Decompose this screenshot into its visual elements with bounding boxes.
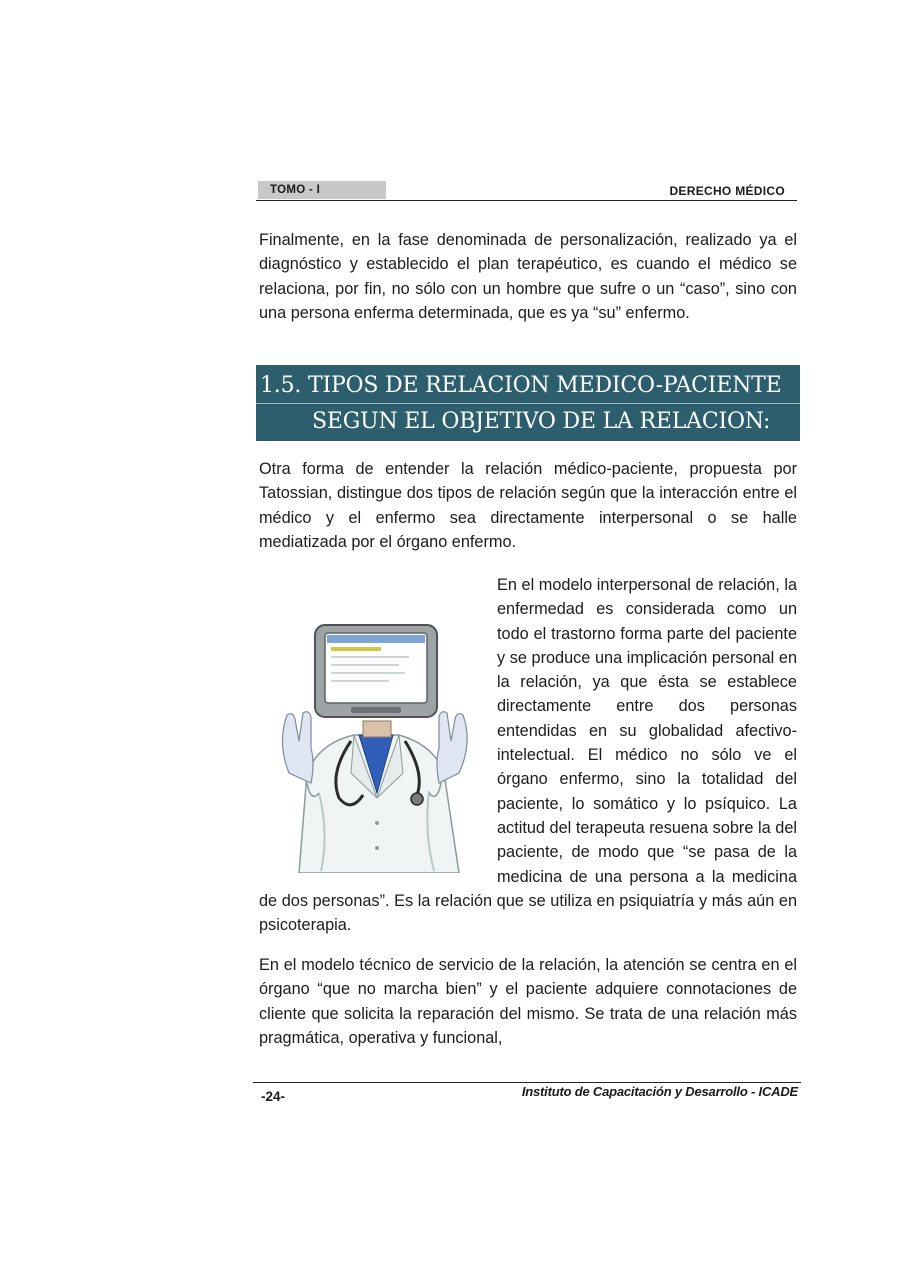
page-number: -24- <box>261 1089 286 1104</box>
page-header <box>256 181 797 201</box>
doctor-monitor-head-icon <box>259 623 491 873</box>
section-heading-line-1: 1.5. TIPOS DE RELACION MEDICO-PACIENTE <box>260 373 782 398</box>
paragraph-interpersonal-model <box>259 573 797 937</box>
section-heading-line-2: SEGUN EL OBJETIVO DE LA RELACION: <box>312 409 771 434</box>
paragraph-tatossian: Otra forma de entender la relación médico-paciente, propuesta por Tatossian, distingue dos tipos de relación según que la interacción entre el médico y el enfermo sea directamente interpersonal o se halle mediatizada por el órgano enfermo. <box>259 460 797 551</box>
paragraph-technical-model: En el modelo técnico de servicio de la relación, la atención se centra en el órgano “que no marcha bien” y el paciente adquiere connotaciones de cliente que solicita la reparación del mismo. Se trata de una relación más pragmática, operativa y funcional, <box>259 956 797 1047</box>
paragraph-personalization: Finalmente, en la fase denominada de personalización, realizado ya el diagnóstico y establecido el plan terapéutico, es cuando el médico se relaciona, por fin, no sólo con un hombre que sufre o un “caso”, sino con una persona enferma determinada, que es ya “su” enfermo. <box>259 231 797 322</box>
volume-label: TOMO - I <box>258 181 386 199</box>
footer-institution: Instituto de Capacitación y Desarrollo - ICADE <box>521 1084 798 1099</box>
paragraph-interpersonal-text: En el modelo interpersonal de relación, la enfermedad es considerada como un todo el trastorno forma parte del paciente y se produce una implicación personal en la relación, ya que ésta se establece directamente entre dos personas entendidas en su globalidad afectivo-intelectual. El médico no sólo ve el órgano enfermo, sino la totalidad del paciente, lo somático y lo psíquico. La actitud del terapeuta resuena sobre la del paciente, de modo que “se pasa de la medicina de una persona a la medicina de dos personas”. Es la relación que se utiliza en psiquiatría y más aún en psicoterapia. <box>259 576 797 935</box>
footer-rule <box>253 1082 801 1083</box>
section-heading <box>256 365 800 441</box>
doctor-illustration <box>259 623 491 873</box>
book-title: DERECHO MÉDICO <box>669 184 785 198</box>
